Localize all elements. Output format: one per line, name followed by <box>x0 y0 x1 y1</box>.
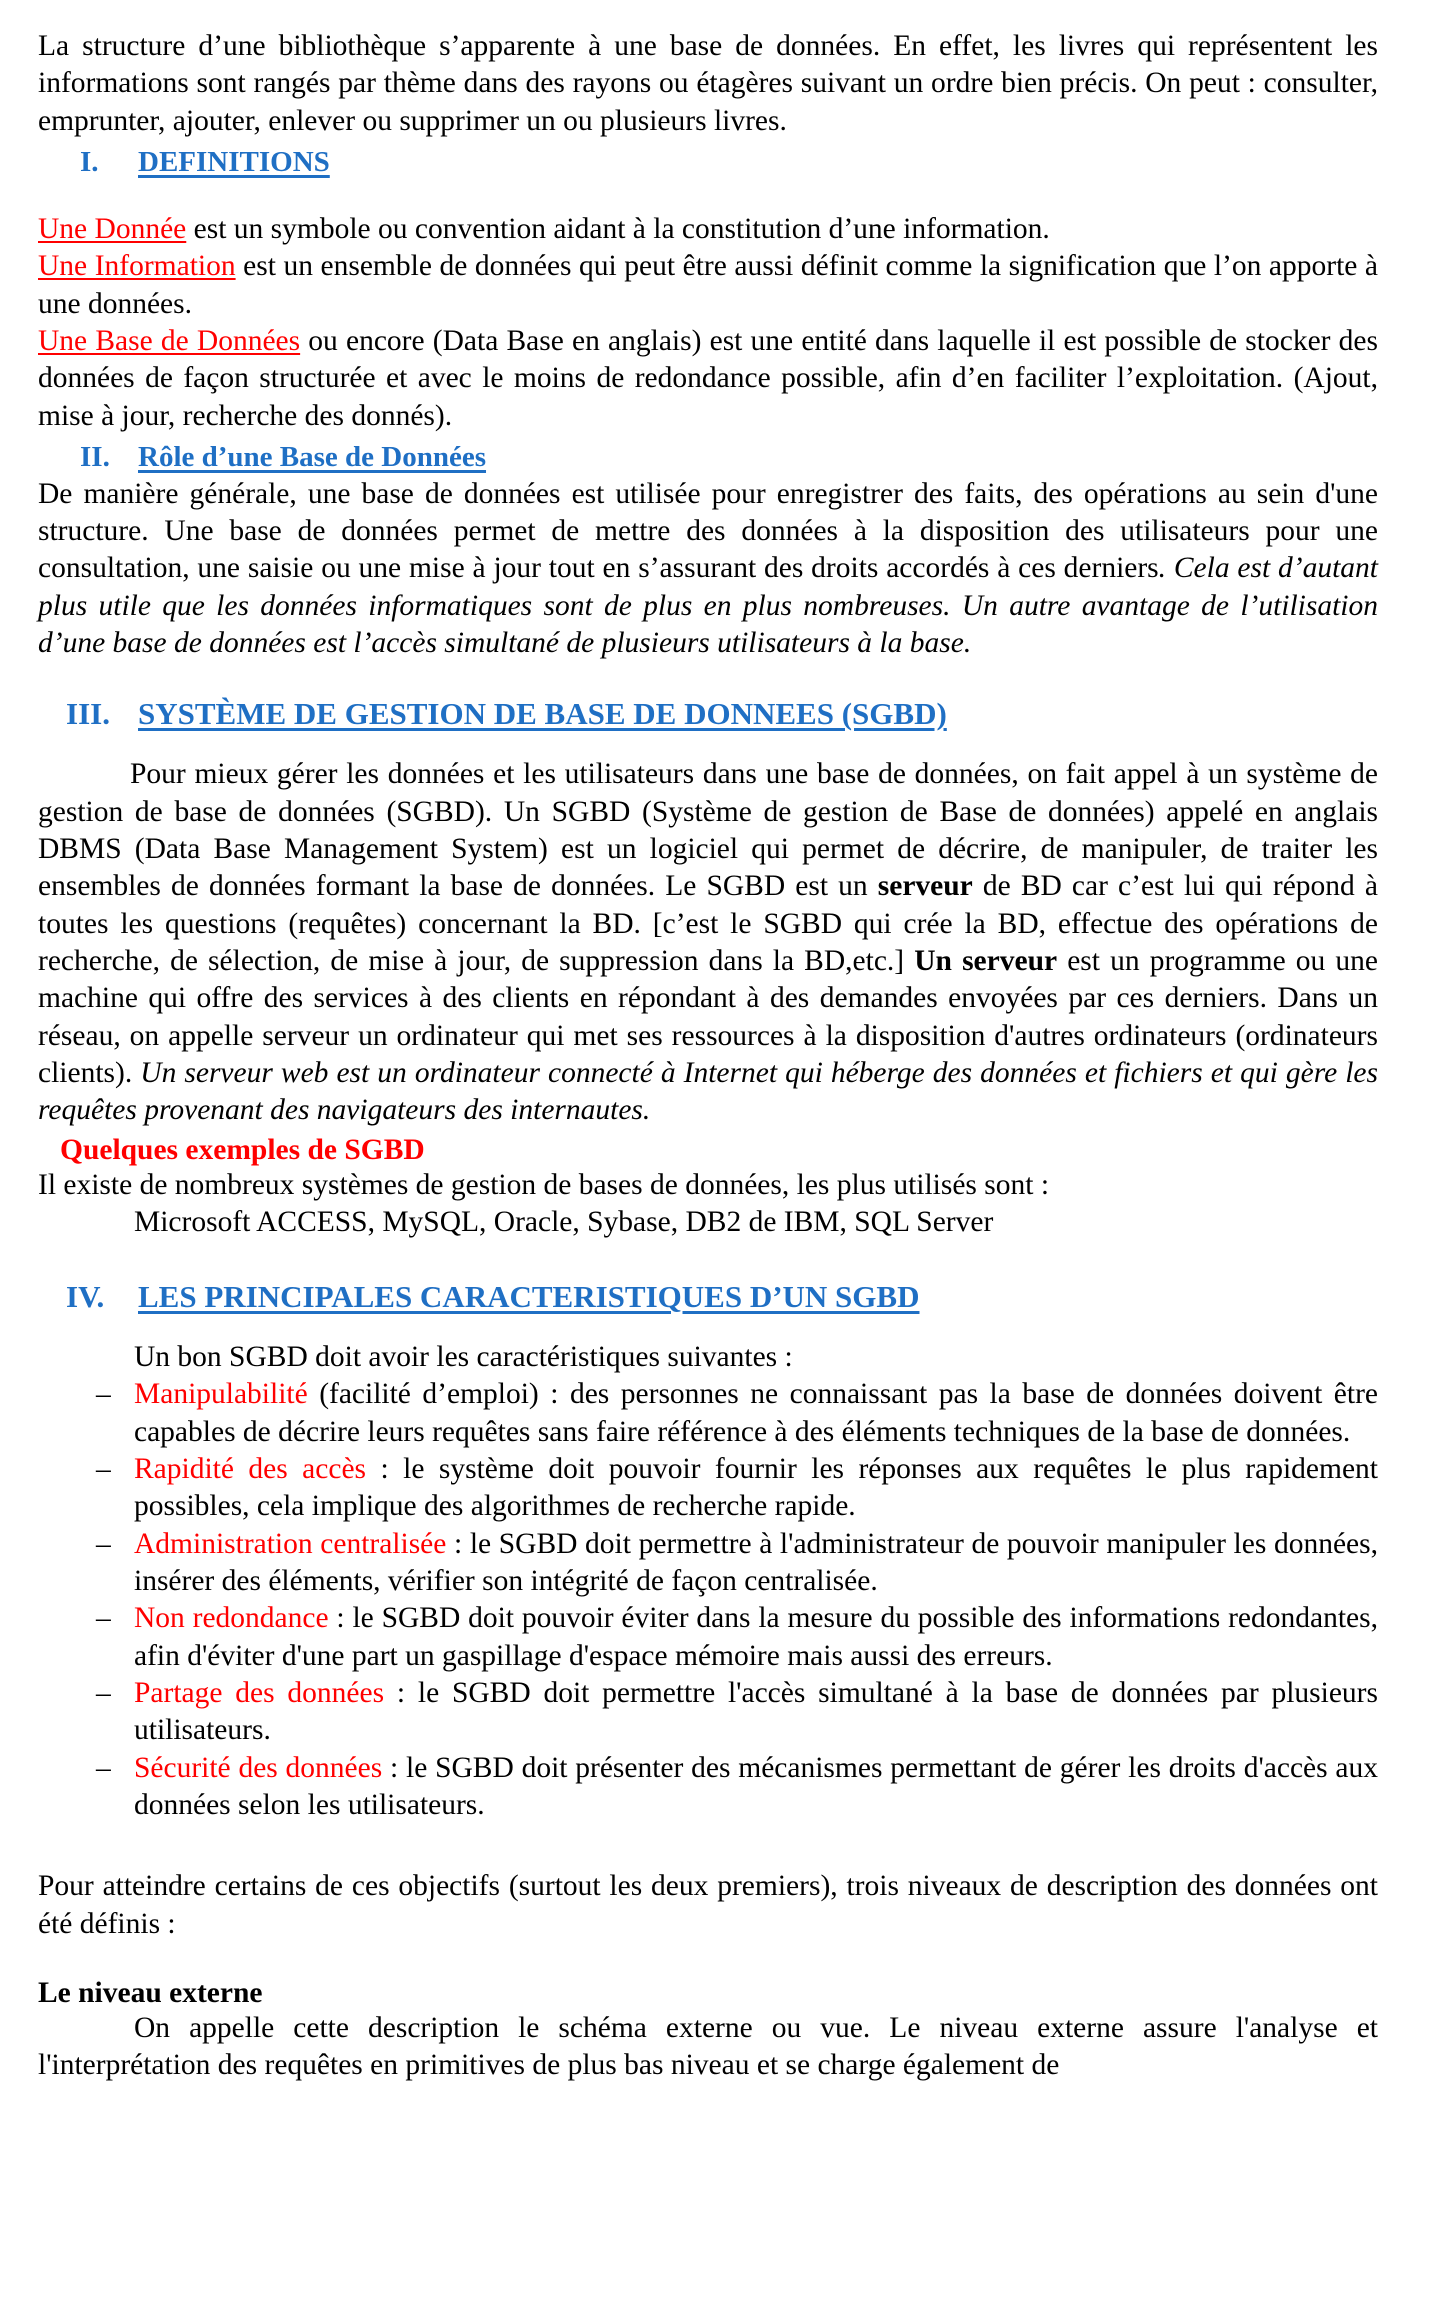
niveau-externe-heading: Le niveau externe <box>38 1976 263 2009</box>
section-iii-italic-serveur-web: Un serveur web est un ordinateur connecté à Internet qui héberge des données et fichiers et qui gère les requêtes provenant des navigateurs des internautes. <box>38 1056 1378 1127</box>
niveau-externe-paragraph: On appelle cette description le schéma externe ou vue. Le niveau externe assure l'analyse et l'interprétation des requêtes en primitives de plus bas niveau et se charge également de <box>38 2011 1378 2082</box>
section-ii-paragraph <box>38 476 1378 663</box>
bullet-dash-icon: – <box>96 1676 111 1709</box>
characteristic-description: : le SGBD doit permettre à l'administrateur de pouvoir manipuler les données, insérer des éléments, vérifier son intégrité de façon centralisée. <box>134 1527 1378 1597</box>
section-heading-iii <box>38 696 1378 732</box>
section-numeral-iii: III. <box>66 696 110 732</box>
characteristic-term: Manipulabilité <box>134 1378 308 1411</box>
definition-information <box>38 248 1378 323</box>
spacer <box>38 1824 1378 1868</box>
spacer <box>38 1321 1378 1339</box>
bullet-dash-icon: – <box>96 1527 111 1560</box>
characteristic-term: Partage des données <box>134 1676 385 1709</box>
section-numeral-ii: II. <box>80 440 110 473</box>
characteristic-term: Administration centralisée <box>134 1527 447 1560</box>
section-iii-text-part2: de BD car c’est lui qui répond à toutes les questions (requêtes) concernant la BD. [c’est le SGBD qui crée la BD, effectue des opérations de recherche, de sélection, de mise à jour, de suppression dans la BD,etc.] <box>38 870 1378 977</box>
section-title-iii: SYSTÈME DE GESTION DE BASE DE DONNEES (SGBD) <box>138 696 947 732</box>
section-heading-iv <box>38 1279 1378 1315</box>
characteristic-term: Sécurité des données <box>134 1751 383 1784</box>
section-iii-text-part1: Pour mieux gérer les données et les utilisateurs dans une base de données, on fait appel à un système de gestion de base de données (SGBD). Un SGBD (Système de gestion de Base de données) appelé en anglais DBMS (Data Base Management System) est un logiciel qui permet de décrire, de manipuler, de traiter les ensembles de données formant la base de données. Le SGBD est un <box>38 758 1378 903</box>
section-iii-paragraph <box>38 756 1378 1129</box>
definition-base-de-donnees <box>38 323 1378 435</box>
section-heading-ii <box>38 441 1378 474</box>
characteristic-description: : le SGBD doit présenter des mécanismes permettant de gérer les droits d'accès aux données selon les utilisateurs. <box>134 1751 1378 1821</box>
list-item <box>38 1675 1378 1750</box>
section-iii-text-part3: est un programme ou une machine qui offre des services à des clients en répondant à des demandes envoyées par ces derniers. Dans un réseau, on appelle serveur un ordinateur qui met ses ressources à la disposition d'autres ordinateurs (ordinateurs clients). <box>38 944 1379 1089</box>
examples-intro: Il existe de nombreux systèmes de gestion de bases de données, les plus utilisés sont : <box>38 1168 1050 1201</box>
definition-donnee <box>38 211 1378 248</box>
list-item <box>38 1600 1378 1675</box>
section-ii-roman-text: De manière générale, une base de données est utilisée pour enregistrer des faits, des opérations au sein d'une structure. Une base de données permet de mettre des données à la disposition des utilisateurs pour une consultation, une saisie ou une mise à jour tout en s’assurant des droits accordés à ces derniers <box>38 477 1378 585</box>
section-title-iv: LES PRINCIPALES CARACTERISTIQUES D’UN SGBD <box>138 1279 920 1315</box>
section-iii-bold-serveur: serveur <box>877 870 973 903</box>
definition-donnee-term: Une Donnée <box>38 212 187 245</box>
definition-information-rest: est un ensemble de données qui peut être aussi définit comme la signification que l’on apporte à une données. <box>38 250 1378 320</box>
section-title-i: DEFINITIONS <box>138 145 330 178</box>
definition-bdd-rest: ou encore (Data Base en anglais) est une entité dans laquelle il est possible de stocker des données de façon structurée et avec le moins de redondance possible, afin d’en faciliter l’exploitation. (Ajout, mise à jour, recherche des donnés). <box>38 324 1379 432</box>
bullet-dash-icon: – <box>96 1378 111 1411</box>
characteristic-description: : le système doit pouvoir fournir les réponses aux requêtes le plus rapidement possibles, cela implique des algorithmes de recherche rapide. <box>134 1453 1378 1523</box>
definition-bdd-term: Une Base de Données <box>38 324 301 357</box>
characteristic-description: : le SGBD doit pouvoir éviter dans la mesure du possible des informations redondantes, afin d'éviter d'une part un gaspillage d'espace mémoire mais aussi des erreurs. <box>134 1602 1378 1672</box>
characteristic-description: : le SGBD doit permettre l'accès simultané à la base de données par plusieurs utilisateurs. <box>134 1676 1378 1747</box>
list-item <box>38 1526 1378 1601</box>
bullet-dash-icon: – <box>96 1602 111 1635</box>
definition-donnee-rest: est un symbole ou convention aidant à la constitution d’une information. <box>186 212 1050 245</box>
characteristic-description: (facilité d’emploi) : des personnes ne connaissant pas la base de données doivent être capables de décrire leurs requêtes sans faire référence à des éléments techniques de la base de données. <box>134 1378 1378 1448</box>
section-title-ii: Rôle d’une Base de Données <box>138 440 487 473</box>
bullet-dash-icon: – <box>96 1751 111 1784</box>
list-item <box>38 1750 1378 1825</box>
spacer <box>38 738 1378 756</box>
section-numeral-i: I. <box>80 145 99 178</box>
objectives-paragraph: Pour atteindre certains de ces objectifs (surtout les deux premiers), trois niveaux de description des données ont été définis : <box>38 1870 1378 1940</box>
section-iii-bold-un-serveur: Un serveur <box>914 944 1058 977</box>
intro-paragraph: La structure d’une bibliothèque s’apparente à une base de données. En effet, les livres qui représentent les informations sont rangés par thème dans des rayons ou étagères suivant un ordre bien précis. On peut : consulter, emprunter, ajouter, enlever ou supprimer un ou plusieurs livres. <box>38 30 1378 137</box>
bullet-dash-icon: – <box>96 1453 111 1486</box>
characteristics-lead: Un bon SGBD doit avoir les caractéristiques suivantes : <box>134 1341 793 1374</box>
section-numeral-iv: IV. <box>66 1279 105 1315</box>
list-item <box>38 1451 1378 1526</box>
definition-information-term: Une Information <box>38 250 236 283</box>
section-ii-italic-text: . Cela est d’autant plus utile que les données informatiques sont de plus en plus nombreuses. Un autre avantage de l’utilisation d’une base de données est l’accès simultané de plusieurs utilisateurs à la base. <box>38 552 1379 660</box>
characteristic-term: Rapidité des accès <box>134 1453 367 1486</box>
spacer <box>38 1943 1378 1973</box>
list-item <box>38 1376 1378 1451</box>
section-heading-i <box>38 146 1378 179</box>
characteristics-list <box>38 1376 1378 1824</box>
examples-heading: Quelques exemples de SGBD <box>60 1133 425 1166</box>
characteristic-term: Non redondance <box>134 1602 329 1635</box>
spacer <box>38 181 1378 211</box>
examples-list: Microsoft ACCESS, MySQL, Oracle, Sybase, DB2 de IBM, SQL Server <box>134 1205 994 1238</box>
